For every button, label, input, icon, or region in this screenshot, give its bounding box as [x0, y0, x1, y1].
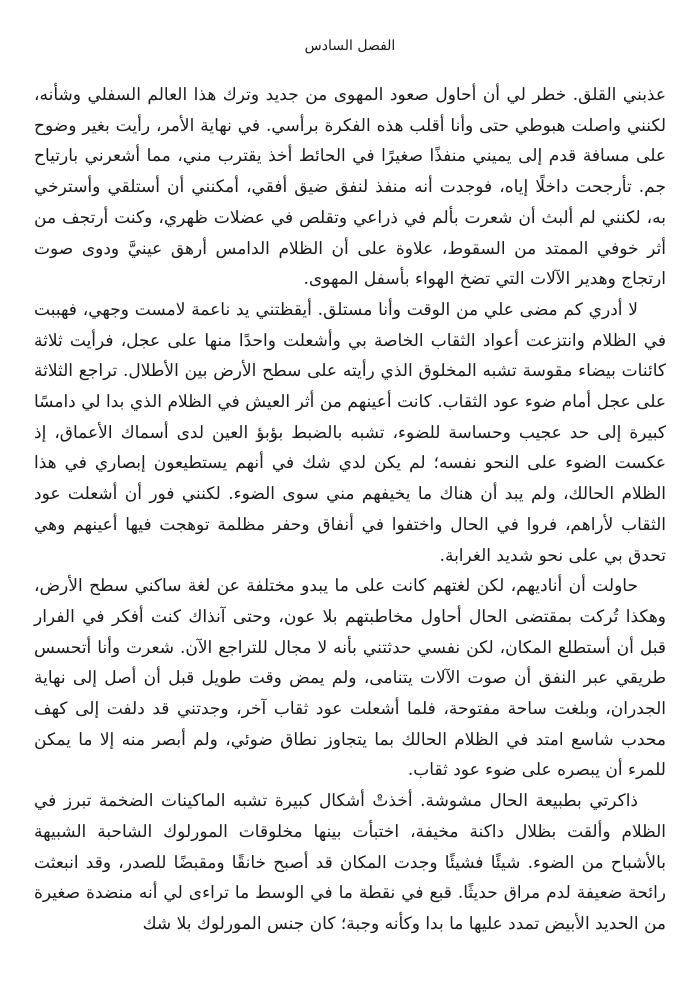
- paragraph-2: لا أدري كم مضى علي من الوقت وأنا مستلق. أيقظتني يد ناعمة لامست وجهي، فهببت في الظلام وانتزعت أعواد الثقاب الخاصة بي وأشعلت واحدًا منها على عجل، فرأيت ثلاثة كائنات بيضاء مقوسة تشبه المخلوق الذي رأيته على سطح الأرض بين الأطلال. تراجع الثلاثة على عجل أمام ضوء عود الثقاب. كانت أعينهم من أثر العيش في الظلام الذي بدا لي دامسًا كبيرة إلى حد عجيب وحساسة للضوء، تشبه بالضبط بؤبؤ العين لدى أسماك الأعماق، إذ عكست الضوء على النحو نفسه؛ لم يكن لدي شك في أنهم يستطيعون إبصاري في هذا الظلام الحالك، ولم يبد أن هناك ما يخيفهم مني سوى الضوء. لكنني فور أن أشعلت عود الثقاب لأراهم، فروا في الحال واختفوا في أنفاق وحفر مظلمة توهجت فيها أعينهم وهي تحدق بي على نحو شديد الغرابة.: [34, 299, 666, 566]
- paragraph-1: عذبني القلق. خطر لي أن أحاول صعود المهوى من جديد وترك هذا العالم السفلي وشأنه، لكنني واصلت هبوطي حتى وأنا أقلب هذه الفكرة برأسي. في نهاية الأمر، رأيت بغير وضوح على مسافة قدم إلى يميني منفذًا صغيرًا في الحائط أخذ يقترب مني، مما أشعرني بارتياح جم. تأرجحت داخلًا إياه، فوجدت أنه منفذ لنفق ضيق أفقي، أمكنني أن أستلقي وأسترخي به، لكنني لم ألبث أن شعرت بألم في ذراعي وتقلص في عضلات ظهري، وكنت أرتجف من أثر خوفي الممتد من السقوط، علاوة على أن الظلام الدامس أرهق عينيَّ ودوى صوت ارتجاج وهدير الآلات التي تضخ الهواء بأسفل المهوى.: [34, 85, 666, 290]
- paragraph-3: حاولت أن أناديهم، لكن لغتهم كانت على ما يبدو مختلفة عن لغة ساكني سطح الأرض، وهكذا تُركت بمقتضى الحال أحاول مخاطبتهم بلا عون، وحتى آنذاك كنت أفكر في الفرار قبل أن أستطلع المكان، لكن نفسي حدثتني بأنه لا مجال للتراجع الآن. شعرت وأنا أتحسس طريقي عبر النفق أن صوت الآلات يتنامى، ولم يمض وقت طويل قبل أن أصل إلى نهاية الجدران، وبلغت ساحة مفتوحة، فلما أشعلت عود ثقاب آخر، وجدتني قد دلفت إلى كهف محدب شاسع امتد في الظلام الحالك بما يتجاوز نطاق ضوئي، ولم أبصر منه إلا ما يمكن للمرء أن يبصره على ضوء عود ثقاب.: [34, 576, 666, 781]
- chapter-running-head: الفصل السادس: [304, 38, 396, 54]
- paragraph-4: ذاكرتي بطبيعة الحال مشوشة. أخذتْ أشكال كبيرة تشبه الماكينات الضخمة تبرز في الظلام وألقت بظلال داكنة مخيفة، اختبأت بينها مخلوقات المورلوك الشاحبة الشبيهة بالأشباح من الضوء. شيئًا فشيئًا وجدت المكان قد أصبح خانقًا ومقبضًا للصدر، وقد انبعثت رائحة ضعيفة لدم مراق حديثًا. قبع في نقطة ما في الوسط ما تراءى لي أنه منضدة صغيرة من الحديد الأبيض تمدد عليها ما بدا وكأنه وجبة؛ كان جنس المورلوك بلا شك: [34, 791, 666, 934]
- body-text: [34, 80, 666, 940]
